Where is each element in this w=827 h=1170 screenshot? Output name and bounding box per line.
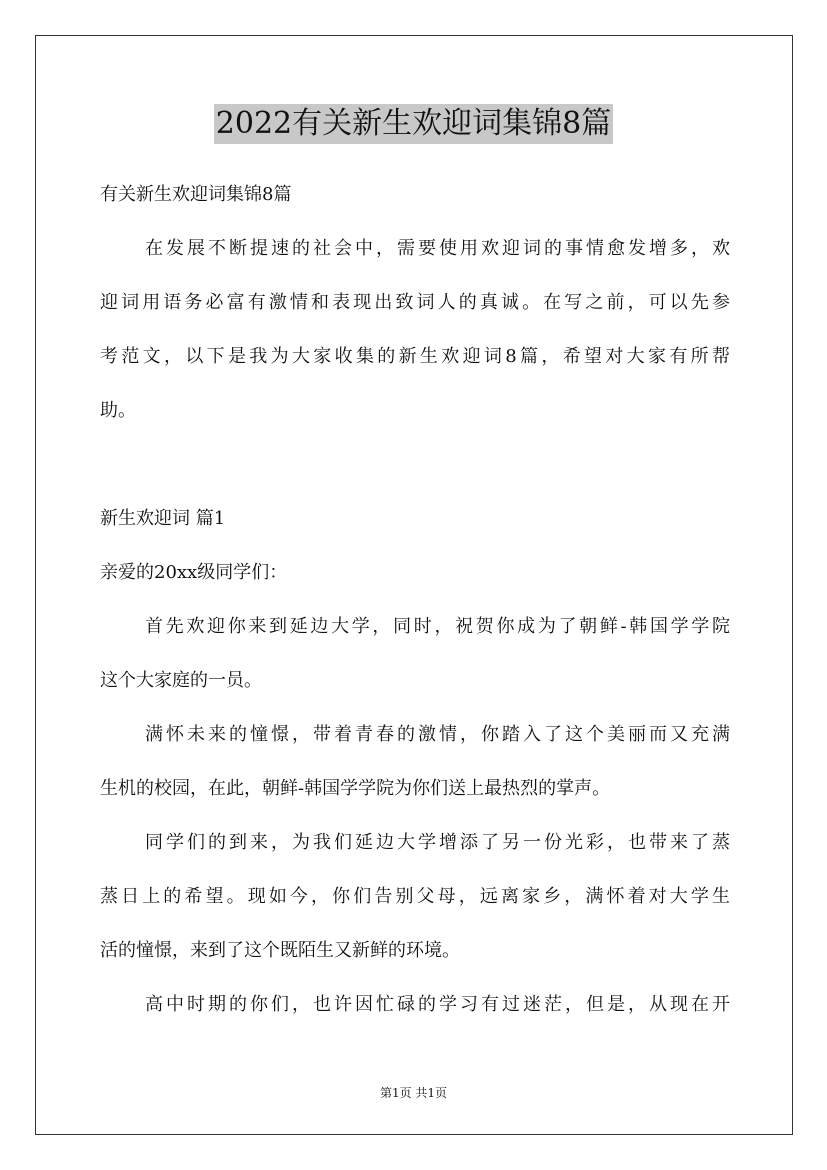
greeting: 亲爱的20xx级同学们：: [100, 562, 288, 583]
body-line-2: 这个大家庭的一员。: [100, 670, 262, 691]
body-line-6: 蒸日上的希望。现如今，你们告别父母，远离家乡，满怀着对大学生: [100, 886, 730, 907]
intro-line-4: 助。: [100, 400, 136, 421]
section-heading: 新生欢迎词 篇1: [100, 508, 226, 529]
document-title: 2022有关新生欢迎词集锦8篇: [214, 104, 613, 144]
intro-line-1: 在发展不断提速的社会中，需要使用欢迎词的事情愈发增多，欢: [145, 238, 730, 259]
document-subtitle: 有关新生欢迎词集锦8篇: [100, 184, 292, 205]
body-line-5: 同学们的到来，为我们延边大学增添了另一份光彩，也带来了蒸: [145, 832, 730, 853]
body-line-3: 满怀未来的憧憬，带着青春的激情，你踏入了这个美丽而又充满: [145, 724, 730, 745]
body-line-1: 首先欢迎你来到延边大学，同时，祝贺你成为了朝鲜-韩国学学院: [145, 616, 730, 637]
body-line-4: 生机的校园，在此，朝鲜-韩国学学院为你们送上最热烈的掌声。: [100, 778, 611, 799]
intro-line-2: 迎词用语务必富有激情和表现出致词人的真诚。在写之前，可以先参: [100, 292, 730, 313]
title-container: [0, 104, 827, 144]
body-line-8: 高中时期的你们，也许因忙碌的学习有过迷茫，但是，从现在开: [145, 994, 730, 1015]
body-line-7: 活的憧憬，来到了这个既陌生又新鲜的环境。: [100, 940, 460, 961]
page-footer: 第1页 共1页: [379, 1086, 448, 1100]
intro-line-3: 考范文，以下是我为大家收集的新生欢迎词8篇，希望对大家有所帮: [100, 346, 730, 367]
